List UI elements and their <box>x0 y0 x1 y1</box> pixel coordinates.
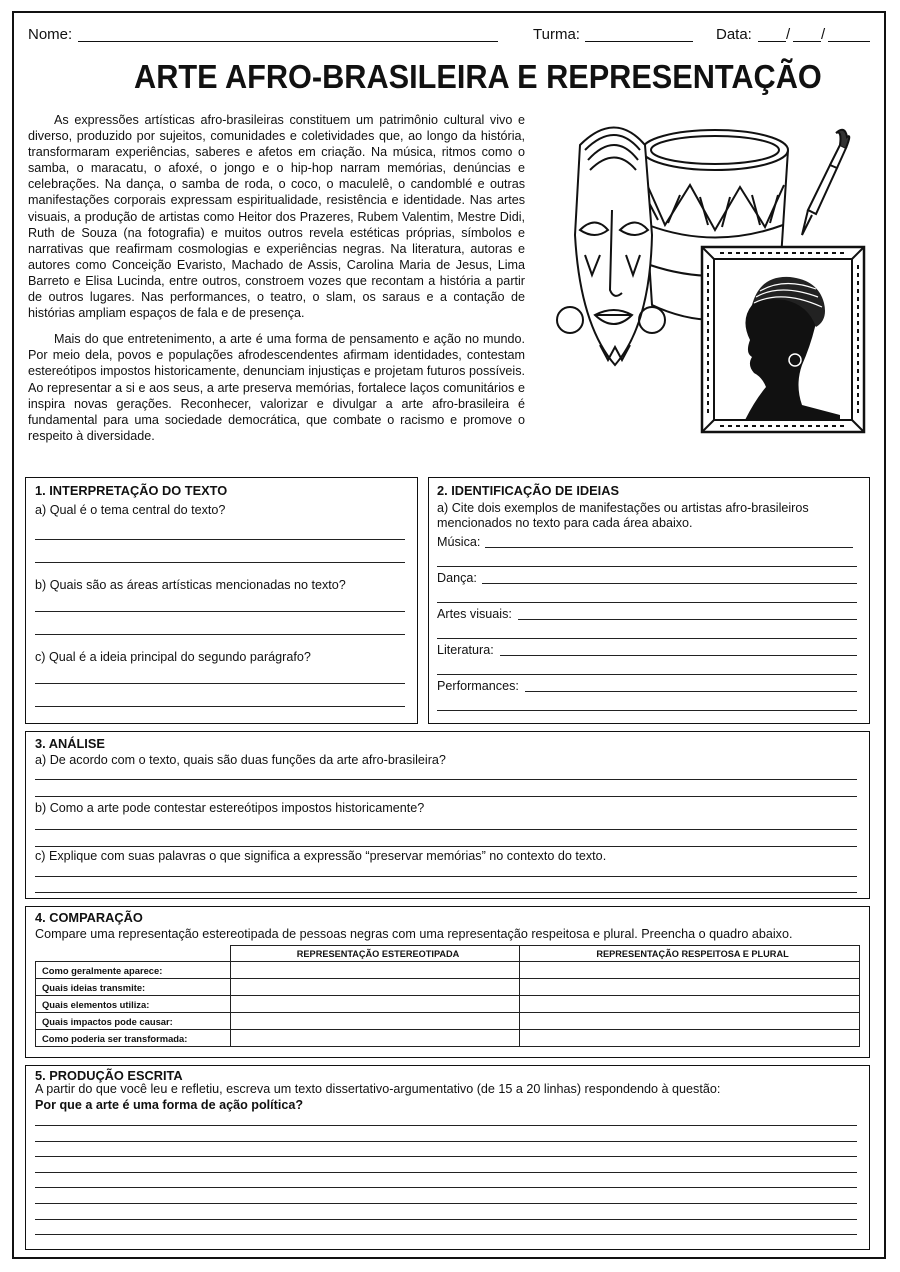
date-day-line[interactable] <box>758 41 786 42</box>
section-2-instruction-2: mencionados no texto para cada área abaixo. <box>437 516 693 530</box>
name-input-line[interactable] <box>78 41 498 42</box>
section-3-question-a: a) De acordo com o texto, quais são duas funções da arte afro-brasileira? <box>35 753 446 767</box>
answer-line[interactable] <box>437 638 857 639</box>
section-1-title: 1. INTERPRETAÇÃO DO TEXTO <box>35 483 228 498</box>
table-cell[interactable] <box>231 979 520 996</box>
table-cell[interactable] <box>231 996 520 1013</box>
writing-line[interactable] <box>35 1156 857 1157</box>
name-label: Nome: <box>28 26 73 43</box>
answer-line[interactable] <box>35 892 857 893</box>
illustration <box>540 115 875 440</box>
answer-line[interactable] <box>35 634 405 635</box>
section-3-question-b: b) Como a arte pode contestar estereótipos impostos historicamente? <box>35 801 425 815</box>
writing-line[interactable] <box>35 1125 857 1126</box>
section-5-instruction: A partir do que você leu e refletiu, escreva um texto dissertativo-argumentativo (de 15 a 20 linhas) respondendo à questão: <box>35 1082 721 1096</box>
field-label-performances: Performances: <box>437 679 519 693</box>
row-label: Quais ideias transmite: <box>36 979 231 996</box>
answer-line[interactable] <box>525 691 857 692</box>
writing-line[interactable] <box>35 1141 857 1142</box>
table-cell[interactable] <box>520 996 860 1013</box>
answer-line[interactable] <box>35 876 857 877</box>
african-mask-icon <box>557 128 665 366</box>
field-label-music: Música: <box>437 535 481 549</box>
field-label-literature: Literatura: <box>437 643 494 657</box>
column-header: REPRESENTAÇÃO ESTEREOTIPADA <box>231 946 520 962</box>
writing-line[interactable] <box>35 1203 857 1204</box>
answer-line[interactable] <box>437 710 857 711</box>
date-month-line[interactable] <box>793 41 821 42</box>
date-year-line[interactable] <box>828 41 870 42</box>
section-1-question-b: b) Quais são as áreas artísticas mencionadas no texto? <box>35 578 346 592</box>
section-1-question-a: a) Qual é o tema central do texto? <box>35 503 226 517</box>
answer-line[interactable] <box>35 796 857 797</box>
row-label: Quais impactos pode causar: <box>36 1013 231 1030</box>
section-4-instruction: Compare uma representação estereotipada de pessoas negras com uma representação respeitosa e plural. Preencha o quadro abaixo. <box>35 927 793 941</box>
column-header: REPRESENTAÇÃO RESPEITOSA E PLURAL <box>520 946 860 962</box>
table-cell[interactable] <box>520 1030 860 1047</box>
section-5-title: 5. PRODUÇÃO ESCRITA <box>35 1068 183 1083</box>
paintbrush-icon <box>802 130 849 235</box>
field-label-dance: Dança: <box>437 571 477 585</box>
date-separator: / <box>786 26 791 43</box>
section-5-question: Por que a arte é uma forma de ação política? <box>35 1098 304 1112</box>
paragraph-2: Mais do que entretenimento, a arte é uma forma de pensamento e ação no mundo. Por meio dela, povos e populações afrodescendentes afirmam identidades, contestam estereótipos impostos historicamente, denunciam injustiças e projetam futuros possíveis. Ao representar a si e aos seus, a arte preserva memórias, fortalece laços comunitários e inspira novas gerações. Reconhecer, valorizar e divulgar a arte afro-brasileira é fundamental para uma sociedade democrática, que combate o racismo e promove o respeito à diversidade. <box>28 332 525 443</box>
field-label-visual-arts: Artes visuais: <box>437 607 512 621</box>
answer-line[interactable] <box>35 611 405 612</box>
answer-line[interactable] <box>500 655 857 656</box>
answer-line[interactable] <box>35 539 405 540</box>
date-label: Data: <box>716 26 752 43</box>
paragraph-1: As expressões artísticas afro-brasileiras constituem um patrimônio cultural vivo e diverso, produzido por sujeitos, comunidades e coletividades que, ao longo da história, transformaram experiências, saberes e afetos em criação. Na música, ritmos como o samba, o maracatu, o afoxé, o jongo e o hip-hop narram memórias, denúncias e celebrações. Na dança, o samba de roda, o coco, o maculelê, o candomblé e outras manifestações corporais expressam espiritualidade, resistência e identidade. Nas artes visuais, a produção de artistas como Heitor dos Prazeres, Rubem Valentim, Mestre Didi, Ruth de Souza (na fotografia) e muitos outros revela estéticas próprias, símbolos e narrativas que reafirmam cosmologias e experiências negras. Na literatura, autoras e autores como Conceição Evaristo, Machado de Assis, Carolina Maria de Jesus, Lima Barreto e Elisa Lucinda, entre outros, constroem vozes que recontam a história a partir de outros lugares. Nas performances, o teatro, o slam, os saraus e a contação de histórias ampliam espaços de fala e de presença. <box>28 113 525 321</box>
answer-line[interactable] <box>518 619 857 620</box>
table-corner <box>36 946 231 962</box>
writing-line[interactable] <box>35 1187 857 1188</box>
answer-line[interactable] <box>35 706 405 707</box>
section-2-title: 2. IDENTIFICAÇÃO DE IDEIAS <box>437 483 620 498</box>
date-separator: / <box>821 26 826 43</box>
answer-line[interactable] <box>482 583 857 584</box>
table-cell[interactable] <box>231 1013 520 1030</box>
class-label: Turma: <box>533 26 580 43</box>
answer-line[interactable] <box>437 566 857 567</box>
row-label: Como poderia ser transformada: <box>36 1030 231 1047</box>
section-2-instruction-1: a) Cite dois exemplos de manifestações ou artistas afro-brasileiros <box>437 501 809 515</box>
comparison-table <box>35 945 860 1047</box>
page-title: ARTE AFRO-BRASILEIRA E REPRESENTAÇÃO <box>134 58 822 95</box>
intro-text <box>28 112 525 444</box>
table-cell[interactable] <box>520 962 860 979</box>
section-3-title: 3. ANÁLISE <box>35 736 105 751</box>
answer-line[interactable] <box>35 779 857 780</box>
class-input-line[interactable] <box>585 41 693 42</box>
answer-line[interactable] <box>485 547 853 548</box>
writing-line[interactable] <box>35 1219 857 1220</box>
table-cell[interactable] <box>520 1013 860 1030</box>
writing-line[interactable] <box>35 1172 857 1173</box>
section-3-question-c: c) Explique com suas palavras o que significa a expressão “preservar memórias” no contexto do texto. <box>35 849 607 863</box>
answer-line[interactable] <box>437 602 857 603</box>
writing-line[interactable] <box>35 1234 857 1235</box>
section-4-title: 4. COMPARAÇÃO <box>35 910 143 925</box>
answer-line[interactable] <box>35 829 857 830</box>
table-cell[interactable] <box>231 962 520 979</box>
row-label: Como geralmente aparece: <box>36 962 231 979</box>
table-cell[interactable] <box>231 1030 520 1047</box>
answer-line[interactable] <box>35 562 405 563</box>
answer-line[interactable] <box>35 846 857 847</box>
section-1-question-c: c) Qual é a ideia principal do segundo parágrafo? <box>35 650 311 664</box>
answer-line[interactable] <box>35 683 405 684</box>
answer-line[interactable] <box>437 674 857 675</box>
row-label: Quais elementos utiliza: <box>36 996 231 1013</box>
table-cell[interactable] <box>520 979 860 996</box>
